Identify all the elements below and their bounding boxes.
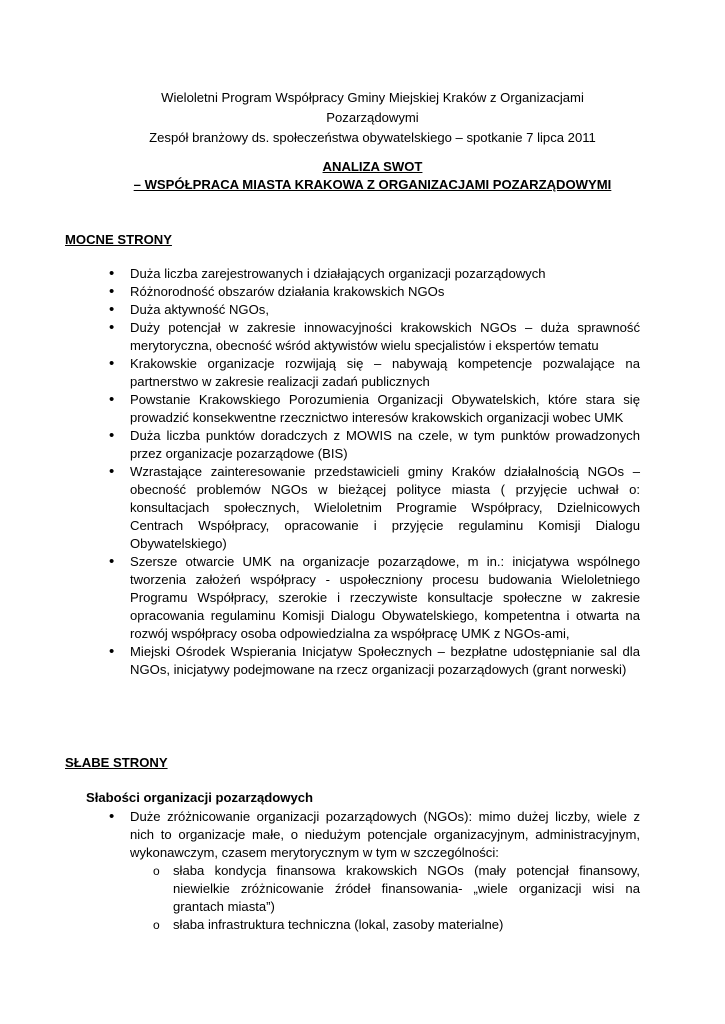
heading-line-2: – WSPÓŁPRACA MIASTA KRAKOWA Z ORGANIZACJAMI POZARZĄDOWYMI bbox=[133, 177, 612, 192]
list-item-text: Duże zróżnicowanie organizacji pozarządowych (NGOs): mimo dużej liczby, wiele z nich to organizacje małe, o niedużym potencjale organizacyjnym, administracyjnym, wykonawczym, czasem merytorycznym w tym w szczególności: bbox=[130, 809, 640, 860]
list-item: • Duży potencjał w zakresie innowacyjności krakowskich NGOs – duża sprawność merytoryczna, obecność wśród aktywistów wielu specjalistów i ekspertów tematu bbox=[65, 319, 640, 355]
list-item: • Duża aktywność NGOs, bbox=[65, 301, 640, 319]
weaknesses-sublist bbox=[65, 862, 640, 934]
weaknesses-subheading: Słabości organizacji pozarządowych bbox=[86, 790, 314, 805]
heading-line-1: ANALIZA SWOT bbox=[322, 159, 423, 174]
list-item: • Duża liczba punktów doradczych z MOWIS na czele, w tym punktów prowadzonych przez organizacje pozarządowe (BIS) bbox=[65, 427, 640, 463]
list-item: • Różnorodność obszarów działania krakowskich NGOs bbox=[65, 283, 640, 301]
sub-list-item: o słaba infrastruktura techniczna (lokal, zasoby materialne) bbox=[65, 916, 640, 934]
list-item bbox=[65, 808, 640, 934]
strengths-list bbox=[65, 265, 640, 679]
header-line-1: Wieloletni Program Współpracy Gminy Miejskiej Kraków z Organizacjami bbox=[161, 90, 584, 105]
weaknesses-list bbox=[65, 808, 640, 934]
list-item: • Miejski Ośrodek Wspierania Inicjatyw Społecznych – bezpłatne udostępnianie sal dla NGOs, inicjatywy podejmowane na rzecz organizacji pozarządowych (grant norweski) bbox=[65, 643, 640, 679]
list-item: • Powstanie Krakowskiego Porozumienia Organizacji Obywatelskich, które stara się prowadzić konsekwentne rzecznictwo interesów krakowskich organizacji wobec UMK bbox=[65, 391, 640, 427]
document-heading bbox=[60, 158, 685, 194]
sub-list-item: o słaba kondycja finansowa krakowskich NGOs (mały potencjał finansowy, niewielkie zróżnicowanie źródeł finansowania- „wiele organizacji wisi na grantach miasta”) bbox=[65, 862, 640, 916]
header-line-2: Pozarządowymi bbox=[326, 110, 419, 125]
list-item: • Duża liczba zarejestrowanych i działających organizacji pozarządowych bbox=[65, 265, 640, 283]
header-line-3: Zespół branżowy ds. społeczeństwa obywatelskiego – spotkanie 7 lipca 2011 bbox=[149, 130, 596, 145]
list-item: • Wzrastające zainteresowanie przedstawicieli gminy Kraków działalnością NGOs – obecność problemów NGOs w bieżącej polityce miasta ( przyjęcie uchwał o: konsultacjach społecznych, Wieloletnim Programie Współpracy, Dzielnicowych Centrach Współpracy, opracowanie i przyjęcie regulaminu Komisji Dialogu Obywatelskiego) bbox=[65, 463, 640, 553]
weaknesses-title: SŁABE STRONY bbox=[65, 755, 168, 770]
strengths-title: MOCNE STRONY bbox=[65, 232, 172, 247]
list-item: • Szersze otwarcie UMK na organizacje pozarządowe, m in.: inicjatywa wspólnego tworzenia założeń współpracy - uspołeczniony procesu budowania Wieloletniego Programu Współpracy, szerokie i rzeczywiste konsultacje społeczne w zakresie opracowania regulaminu Komisji Dialogu Obywatelskiego, kompetentna i otwarta na rozwój współpracy osoba odpowiedzialna za współpracę UMK z NGOs-ami, bbox=[65, 553, 640, 643]
document-header bbox=[60, 88, 685, 148]
list-item: • Krakowskie organizacje rozwijają się – nabywają kompetencje pozwalające na partnerstwo w zakresie realizacji zadań publicznych bbox=[65, 355, 640, 391]
